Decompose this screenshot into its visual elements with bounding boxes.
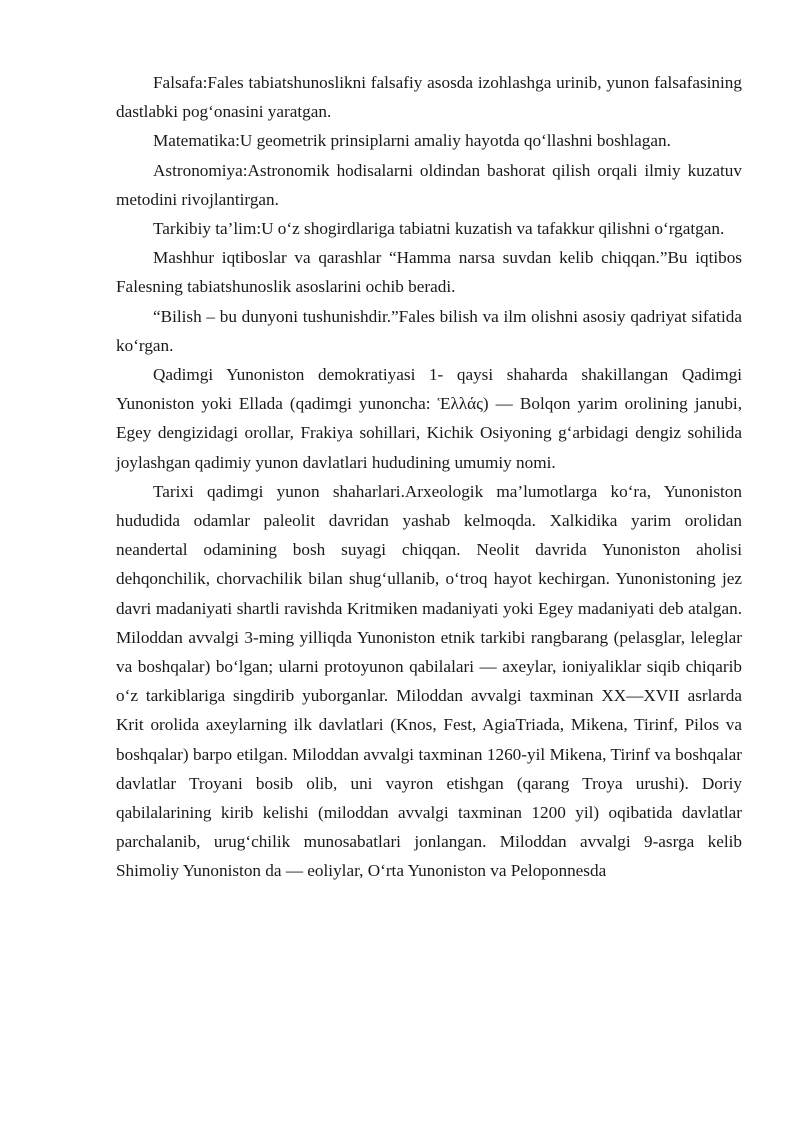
paragraph-yunoniston-demokratiyasi: Qadimgi Yunoniston demokratiyasi 1- qaysi shaharda shakillangan Qadimgi Yunoniston yoki Ellada (qadimgi yunoncha: Ἑλλάς) — Bolqon yarim orolining janubi, Egey dengizidagi orollar, Frakiya sohillari, Kichik Osiyoning g‘arbidagi dengiz sohilida joylashgan qadimiy yunon davlatlari hududining umumiy nomi. xyxy=(116,365,742,472)
paragraph-astronomiya: Astronomiya:Astronomik hodisalarni oldindan bashorat qilish orqali ilmiy kuzatuv metodini rivojlantirgan. xyxy=(116,160,742,209)
paragraph-falsafa: Falsafa:Fales tabiatshunoslikni falsafiy asosda izohlashga urinib, yunon falsafasining dastlabki pog‘onasini yaratgan. xyxy=(116,73,742,122)
paragraph-matematika: Matematika:U geometrik prinsiplarni amaliy hayotda qo‘llashni boshlagan. xyxy=(153,131,671,151)
paragraph-bilish: “Bilish – bu dunyoni tushunishdir.”Fales bilish va ilm olishni asosiy qadriyat sifatida ko‘rgan. xyxy=(116,306,742,355)
paragraph-iqtiboslar: Mashhur iqtiboslar va qarashlar “Hamma narsa suvdan kelib chiqqan.”Bu iqtibos Falesning tabiatshunoslik asoslarini ochib beradi. xyxy=(116,248,742,297)
paragraph-tarkibiy-talim: Tarkibiy ta’lim:U o‘z shogirdlariga tabiatni kuzatish va tafakkur qilishni o‘rgatgan. xyxy=(153,219,725,239)
paragraph-tarixi: Tarixi qadimgi yunon shaharlari.Arxeologik ma’lumotlarga ko‘ra, Yunoniston hududida odamlar paleolit davridan yashab kelmoqda. Xalkidika yarim orolidan neandertal odamining bosh suyagi chiqqan. Neolit davrida Yunoniston aholisi dehqonchilik, chorvachilik bilan shug‘ullanib, o‘troq hayot kechirgan. Yunonistoning jez davri madaniyati shartli ravishda Kritmiken madaniyati yoki Egey madaniyati deb atalgan. Miloddan avvalgi 3-ming yilliqda Yunoniston etnik tarkibi rangbarang (pelasglar, leleglar va boshqalar) bo‘lgan; ularni protoyunon qabilalari — axeylar, ioniyaliklar siqib chiqarib o‘z tarkiblariga singdirib yuborganlar. Miloddan avvalgi taxminan XX—XVII asrlarda Krit orolida axeylarning ilk davlatlari (Knos, Fest, AgiaTriada, Mikena, Tirinf, Pilos va boshqalar) barpo etilgan. Miloddan avvalgi taxminan 1260-yil Mikena, Tirinf va boshqalar davlatlar Troyani bosib olib, uni vayron etishgan (qarang Troya urushi). Doriy qabilalarining kirib kelishi (miloddan avvalgi taxminan 1200 yil) oqibatida davlatlar parchalanib, urug‘chilik munosabatlari jonlangan. Miloddan avvalgi 9-asrga kelib Shimoliy Yunoniston da — eoliylar, O‘rta Yunoniston va Peloponnesda xyxy=(116,481,742,881)
document-page xyxy=(116,68,742,886)
